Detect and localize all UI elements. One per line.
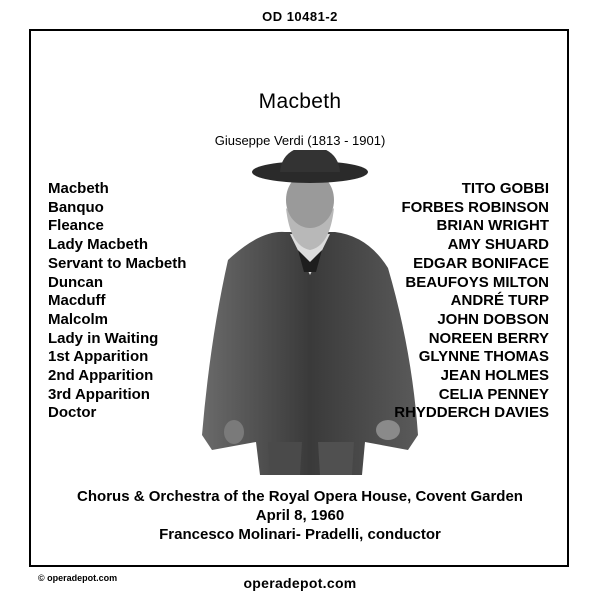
opera-title: Macbeth <box>258 90 342 113</box>
cast-role: Doctor <box>48 404 97 422</box>
cast-singer: AMY SHUARD <box>447 236 549 254</box>
cast-role: Lady in Waiting <box>48 329 159 347</box>
performance-credits <box>0 487 600 544</box>
cast-singer: CELIA PENNEY <box>438 385 549 403</box>
cast-singer: RHYDDERCH DAVIES <box>394 404 549 422</box>
cast-roles-list <box>48 180 186 423</box>
cast-singer: GLYNNE THOMAS <box>418 348 549 366</box>
cast-role: Macduff <box>48 292 106 310</box>
cast-role: Duncan <box>48 273 104 291</box>
cast-singers-list <box>394 180 549 423</box>
cast-role: 3rd Apparition <box>48 385 150 403</box>
cast-role: Lady Macbeth <box>48 236 149 254</box>
cast-role: 1st Apparition <box>48 348 149 366</box>
cast-role: 2nd Apparition <box>48 367 154 385</box>
website-footer: operadepot.com <box>243 575 357 591</box>
composer-line: Giuseppe Verdi (1813 - 1901) <box>214 133 386 148</box>
performance-date: April 8, 1960 <box>255 507 345 524</box>
cast-singer: EDGAR BONIFACE <box>413 254 549 272</box>
copyright-notice: © operadepot.com <box>38 573 118 583</box>
catalog-number: OD 10481-2 <box>262 9 338 24</box>
cast-role: Macbeth <box>48 180 109 197</box>
cast-singer: TITO GOBBI <box>461 180 549 197</box>
cast-singer: JEAN HOLMES <box>440 367 549 385</box>
cast-singer: BEAUFOYS MILTON <box>405 273 549 291</box>
cast-singer: FORBES ROBINSON <box>401 198 549 216</box>
cast-role: Fleance <box>48 217 104 235</box>
cast-singer: NOREEN BERRY <box>428 329 549 347</box>
cast-singer: JOHN DOBSON <box>437 310 549 328</box>
conductor-credit: Francesco Molinari- Pradelli, conductor <box>159 526 441 543</box>
cast-role: Servant to Macbeth <box>48 254 187 272</box>
cast-role: Banquo <box>48 198 104 216</box>
cast-role: Malcolm <box>48 310 109 328</box>
ensemble-credit: Chorus & Orchestra of the Royal Opera House, Covent Garden <box>77 488 523 505</box>
cast-singer: BRIAN WRIGHT <box>436 217 549 235</box>
cast-singer: ANDRÉ TURP <box>450 292 549 310</box>
